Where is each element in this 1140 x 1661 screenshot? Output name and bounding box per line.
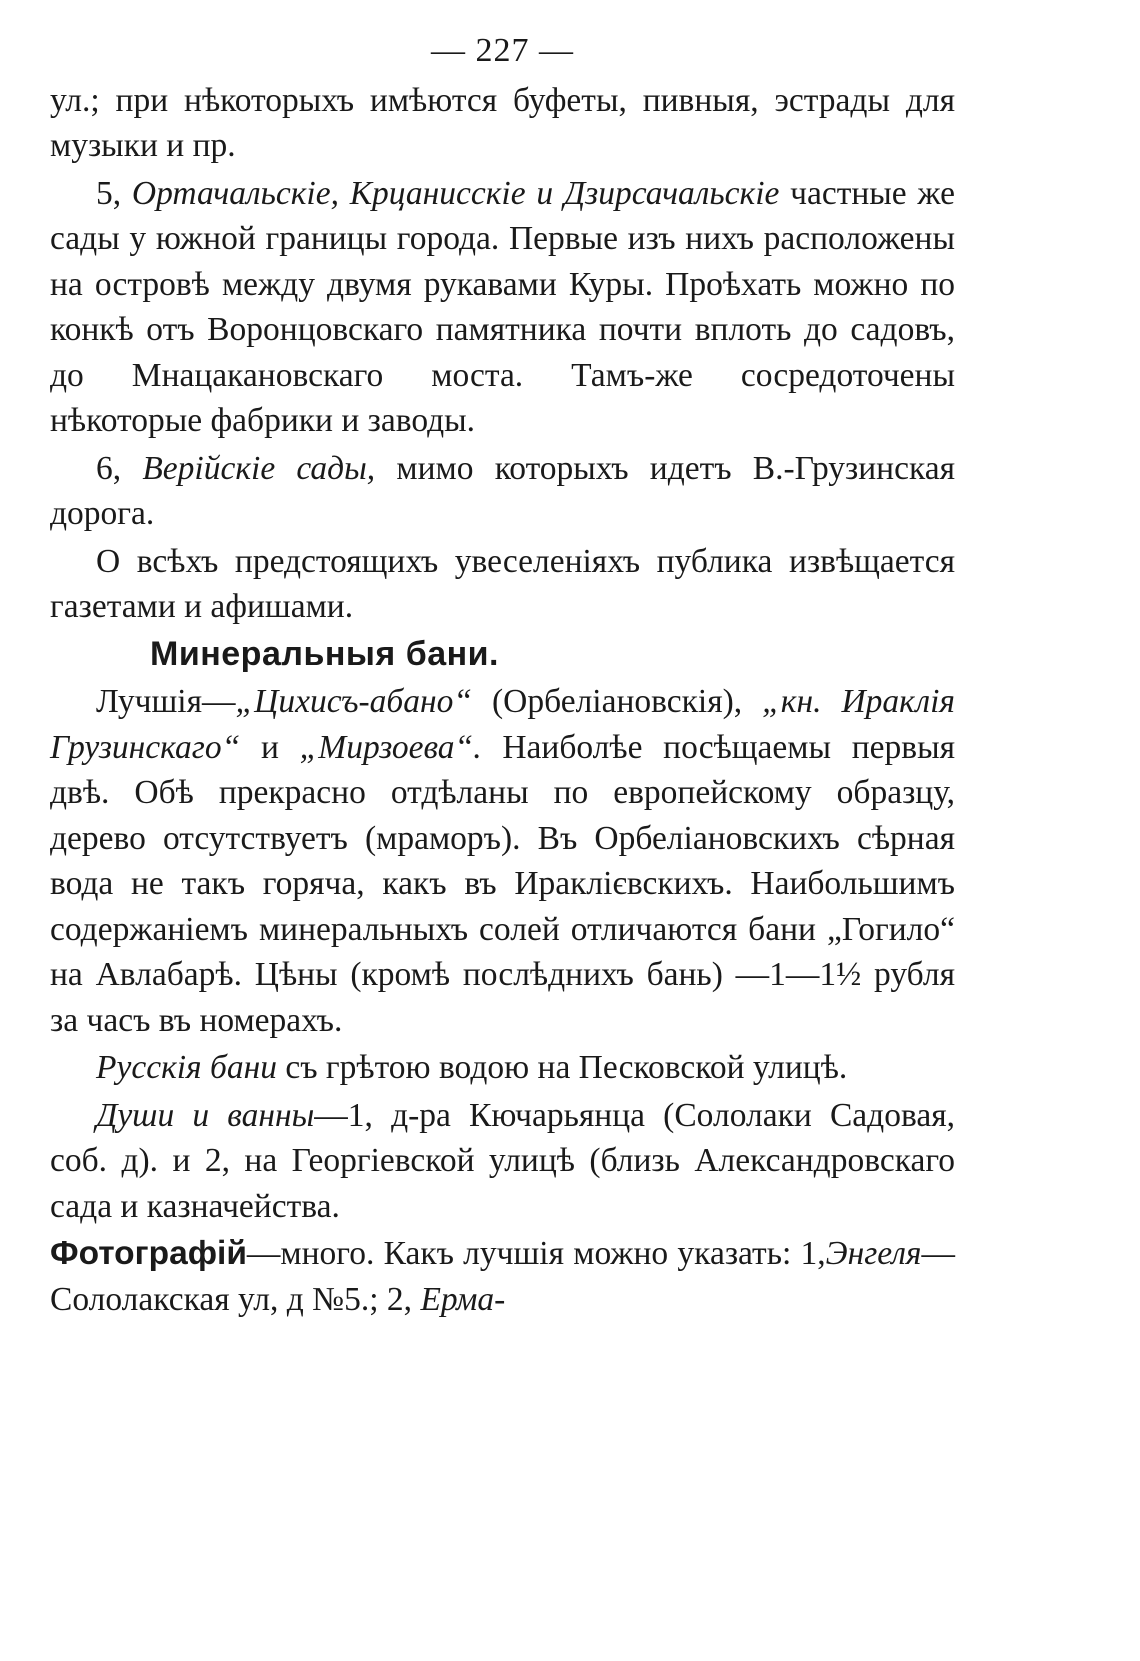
italic-term: Русскія бани — [96, 1049, 277, 1086]
paragraph-text: частные же сады у южной границы города. Первые изъ нихъ расположены на островѣ между двумя рукавами Куры. Проѣхать можно по конкѣ отъ Воронцовскаго памятника почти вплоть до садовъ, до Мнацакановскаго моста. Тамъ-же сосредоточены нѣкоторые фабрики и заводы. — [50, 174, 956, 439]
italic-term: Души и ванны — [96, 1096, 315, 1134]
text-run: и — [260, 728, 279, 766]
text-run: (Орбеліановскія), — [492, 683, 743, 720]
paragraph-russian-baths — [50, 1045, 955, 1091]
italic-bath-name: „Мирзоева“. — [299, 728, 482, 766]
paragraph-showers — [50, 1093, 955, 1230]
paragraph-intro: ул.; при нѣкоторыхъ имѣются буфеты, пивныя, эстрады для музыки и пр. — [50, 81, 955, 164]
paragraph-item-5 — [50, 171, 955, 444]
document-page — [50, 28, 955, 1322]
section-heading-baths: Минеральныя бани. — [150, 634, 499, 673]
text-run: Лучшія— — [96, 683, 236, 720]
italic-garden-name: Верійскіе сады, — [142, 449, 376, 487]
paragraph-item-6 — [50, 446, 955, 537]
item-number: 6, — [96, 449, 122, 487]
paragraph-text: —1, д-ра Кючарьянца (Сололаки Садовая, соб. д). и 2, на Георгіевской улицѣ (близь Александровскаго сада и казначейства. — [50, 1096, 955, 1225]
italic-garden-names: Ортачальскіе, Крцанисскіе и Дзирсачальскіе — [131, 174, 780, 212]
paragraph-news: О всѣхъ предстоящихъ увеселеніяхъ публика извѣщается газетами и афишами. — [50, 542, 955, 625]
italic-bath-name: „кн. Ираклія Грузинскаго“ — [50, 683, 955, 766]
text-run: —Сололакская ул, д №5.; 2, — [50, 1235, 955, 1318]
paragraph-photographers — [50, 1231, 955, 1322]
paragraph-text: съ грѣтою водою на Песковской улицѣ. — [285, 1049, 848, 1086]
page-number: — 227 — — [431, 32, 574, 69]
italic-name: Энгеля — [825, 1235, 922, 1272]
italic-bath-name: „Цихисъ-абано“ — [235, 683, 473, 720]
text-run: Наиболѣе посѣщаемы первыя двѣ. Обѣ прекрасно отдѣланы по европейскому образцу, дерево отсутствуетъ (мраморъ). Въ Орбеліановскихъ сѣрная вода не такъ горяча, какъ въ Ираклієвскихъ. Наибольшимъ содержаніемъ минеральныхъ солей отличаются бани „Гогило“ на Авлабарѣ. Цѣны (кромѣ послѣднихъ бань) —1—1½ рубля за часъ въ номерахъ. — [50, 728, 956, 1039]
bold-heading-photo: Фотографій — [50, 1235, 247, 1272]
paragraph-baths — [50, 679, 955, 1043]
paragraph-text: мимо которыхъ идетъ В.-Грузинская дорога. — [50, 449, 956, 532]
text-run: —много. Какъ лучшія можно указать: 1, — [246, 1235, 826, 1272]
italic-name: Ерма- — [420, 1280, 506, 1318]
item-number: 5, — [96, 174, 122, 212]
